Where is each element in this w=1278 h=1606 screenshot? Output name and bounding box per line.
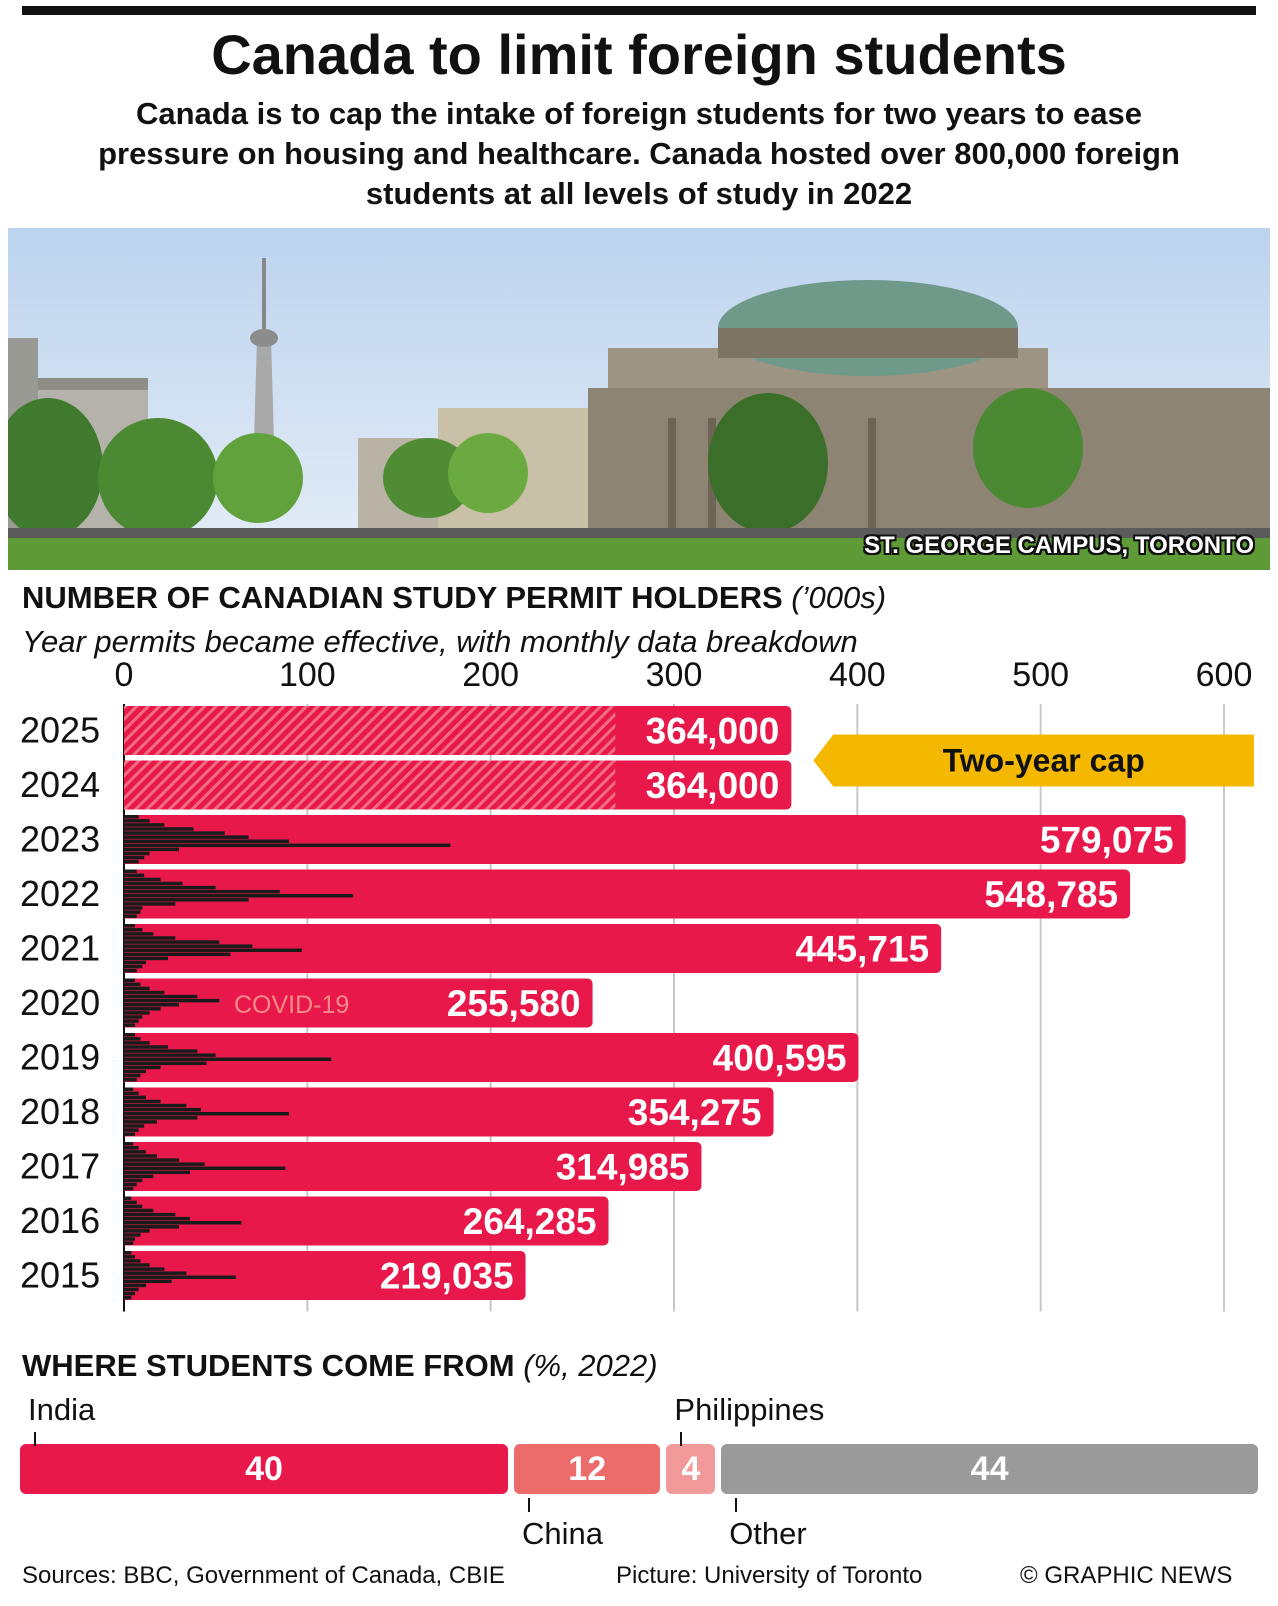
- monthly-segment: [124, 1201, 137, 1204]
- monthly-segment: [124, 878, 161, 881]
- monthly-segment: [124, 932, 153, 935]
- monthly-segment: [124, 944, 252, 947]
- monthly-segment: [124, 1284, 146, 1287]
- y-tick-label: 2019: [20, 1036, 101, 1078]
- monthly-segment: [124, 835, 249, 838]
- monthly-segment: [124, 1158, 179, 1161]
- monthly-segment: [124, 1058, 331, 1061]
- monthly-segment: [124, 848, 179, 851]
- monthly-segment: [124, 1112, 289, 1115]
- y-tick-label: 2021: [20, 927, 101, 969]
- bar-row-2023: [20, 815, 1186, 864]
- monthly-segment: [124, 1120, 157, 1123]
- x-tick-label: 600: [1195, 660, 1253, 694]
- bar-value-label: 219,035: [379, 1255, 514, 1297]
- monthly-segment: [124, 1015, 142, 1018]
- monthly-segment: [124, 1276, 236, 1279]
- origin-segment-india: 40: [20, 1444, 508, 1494]
- covid-annotation: COVID-19: [234, 991, 350, 1019]
- bar-value-label: 255,580: [446, 983, 581, 1024]
- origin-segment-other: 44: [721, 1444, 1258, 1494]
- monthly-segment: [124, 1217, 190, 1220]
- monthly-segment: [124, 1007, 161, 1010]
- two-year-cap-callout: [813, 735, 1254, 787]
- permits-heading-unit: (’000s): [791, 580, 887, 615]
- y-tick-label: 2025: [20, 709, 101, 751]
- chart-x-tick-labels: [115, 660, 1253, 694]
- monthly-segment: [124, 1162, 205, 1165]
- x-tick-label: 200: [462, 660, 520, 694]
- photo-caption: ST. GEORGE CAMPUS, TORONTO: [864, 532, 1254, 559]
- chart-bars: [20, 706, 1186, 1300]
- monthly-segment: [124, 1183, 137, 1186]
- monthly-segment: [124, 1213, 175, 1216]
- bar-capped-striped: [124, 706, 621, 755]
- monthly-segment: [124, 995, 197, 998]
- monthly-segment: [124, 844, 450, 847]
- monthly-segment: [124, 1237, 135, 1240]
- bar-row-2021: [20, 924, 941, 973]
- y-tick-label: 2016: [20, 1200, 101, 1241]
- monthly-segment: [124, 1003, 179, 1006]
- monthly-segment: [124, 1209, 153, 1212]
- monthly-segment: [124, 840, 289, 843]
- x-tick-label: 100: [278, 660, 336, 694]
- y-tick-label: 2017: [20, 1145, 101, 1187]
- monthly-segment: [124, 953, 230, 956]
- origin-heading-unit: (%, 2022): [523, 1348, 658, 1383]
- bar-value-label: 264,285: [462, 1201, 597, 1242]
- bar-value-label: 314,985: [555, 1146, 690, 1188]
- monthly-segment: [124, 940, 219, 943]
- monthly-segment: [124, 1263, 150, 1266]
- page-title: Canada to limit foreign students: [211, 23, 1067, 86]
- monthly-segment: [124, 894, 353, 897]
- x-tick-label: 300: [645, 660, 703, 694]
- bar-value-label: 445,715: [795, 928, 930, 970]
- bar-value-label: 354,275: [627, 1092, 762, 1133]
- monthly-segment: [124, 860, 139, 863]
- monthly-segment: [124, 1233, 141, 1236]
- monthly-segment: [124, 1259, 141, 1262]
- monthly-segment: [124, 1280, 172, 1283]
- monthly-segment: [124, 1096, 146, 1099]
- monthly-segment: [124, 1078, 137, 1081]
- monthly-segment: [124, 1092, 139, 1095]
- origin-leader-india: [34, 1432, 36, 1446]
- monthly-segment: [124, 1033, 135, 1036]
- origin-heading: [22, 1348, 658, 1384]
- monthly-segment: [124, 979, 135, 982]
- monthly-segment: [124, 928, 142, 931]
- monthly-segment: [124, 957, 168, 960]
- page-subtitle: Canada is to cap the intake of foreign students for two years to ease pressure on housing and healthcare. Canada hosted over 800,000 foreign students at all levels of study in 2022: [98, 96, 1180, 211]
- y-tick-label: 2015: [20, 1254, 101, 1296]
- monthly-segment: [124, 965, 142, 968]
- permits-subheading: Year permits became effective, with monthly data breakdown: [22, 624, 858, 659]
- bar-value-label: 364,000: [645, 710, 780, 752]
- origin-label-philippines: Philippines: [674, 1392, 825, 1427]
- footer-copyright: © GRAPHIC NEWS: [1020, 1562, 1233, 1589]
- bar-row-2025: [20, 706, 791, 755]
- monthly-segment: [124, 886, 216, 889]
- origin-heading-text: WHERE STUDENTS COME FROM: [22, 1348, 515, 1383]
- monthly-segment: [124, 999, 219, 1002]
- bar-row-2024: [20, 761, 791, 810]
- bar-row-2020: [20, 979, 593, 1028]
- monthly-segment: [124, 1225, 179, 1228]
- monthly-segment: [124, 1154, 157, 1157]
- monthly-segment: [124, 1229, 150, 1232]
- monthly-segment: [124, 1011, 150, 1014]
- monthly-segment: [124, 852, 150, 855]
- monthly-segment: [124, 1292, 135, 1295]
- monthly-segment: [124, 1255, 135, 1258]
- monthly-segment: [124, 1088, 133, 1091]
- bar-row-2019: [20, 1033, 858, 1082]
- monthly-segment: [124, 1296, 131, 1299]
- monthly-segment: [124, 906, 142, 909]
- footer-sources: Sources: BBC, Government of Canada, CBIE: [22, 1562, 505, 1589]
- monthly-segment: [124, 1019, 139, 1022]
- monthly-segment: [124, 949, 302, 952]
- monthly-segment: [124, 936, 175, 939]
- monthly-segment: [124, 1128, 139, 1131]
- monthly-segment: [124, 1150, 146, 1153]
- monthly-segment: [124, 827, 194, 830]
- bar-row-2016: [20, 1197, 609, 1246]
- monthly-segment: [124, 831, 225, 834]
- monthly-segment: [124, 991, 164, 994]
- origin-leader-philippines: [680, 1432, 682, 1446]
- monthly-segment: [124, 987, 150, 990]
- monthly-segment: [124, 924, 135, 927]
- monthly-segment: [124, 815, 139, 818]
- y-tick-label: 2020: [20, 982, 101, 1023]
- bar-value-label: 364,000: [645, 765, 780, 806]
- monthly-segment: [124, 819, 150, 822]
- bar-capped-striped: [124, 761, 621, 810]
- monthly-segment: [124, 1116, 197, 1119]
- origin-segment-philippines: 4: [666, 1444, 715, 1494]
- monthly-segment: [124, 1221, 241, 1224]
- monthly-segment: [124, 969, 137, 972]
- bar-row-2015: [20, 1251, 526, 1300]
- monthly-segment: [124, 1070, 146, 1073]
- y-tick-label: 2022: [20, 873, 101, 914]
- monthly-segment: [124, 914, 137, 917]
- monthly-segment: [124, 1241, 133, 1244]
- y-tick-label: 2023: [20, 818, 101, 860]
- monthly-segment: [124, 1288, 139, 1291]
- monthly-segment: [124, 1023, 135, 1026]
- bar-value-label: 579,075: [1039, 819, 1174, 861]
- monthly-segment: [124, 1100, 161, 1103]
- permits-bar-chart: [0, 660, 1278, 1335]
- monthly-segment: [124, 1037, 141, 1040]
- monthly-segment: [124, 902, 175, 905]
- monthly-segment: [124, 1271, 186, 1274]
- monthly-segment: [124, 1187, 133, 1190]
- monthly-segment: [124, 823, 164, 826]
- monthly-segment: [124, 882, 183, 885]
- origin-label-china: China: [522, 1516, 603, 1551]
- monthly-segment: [124, 1171, 190, 1174]
- footer-picture-credit: Picture: University of Toronto: [616, 1562, 923, 1589]
- monthly-segment: [124, 1049, 197, 1052]
- monthly-segment: [124, 1045, 168, 1048]
- top-rule: [22, 6, 1256, 15]
- monthly-segment: [124, 910, 141, 913]
- monthly-segment: [124, 1251, 131, 1254]
- monthly-segment: [124, 1179, 142, 1182]
- monthly-segment: [124, 1167, 285, 1170]
- monthly-segment: [124, 1074, 141, 1077]
- monthly-segment: [124, 983, 141, 986]
- monthly-segment: [124, 870, 137, 873]
- bar-row-2017: [20, 1142, 701, 1191]
- monthly-segment: [124, 1062, 207, 1065]
- monthly-segment: [124, 1142, 133, 1145]
- monthly-segment: [124, 898, 249, 901]
- bar-row-2022: [20, 870, 1130, 919]
- y-tick-label: 2024: [20, 764, 101, 805]
- y-tick-label: 2018: [20, 1091, 101, 1132]
- monthly-segment: [124, 1205, 142, 1208]
- origin-label-other: Other: [729, 1516, 807, 1551]
- monthly-segment: [124, 1108, 201, 1111]
- monthly-segment: [124, 1104, 186, 1107]
- monthly-segment: [124, 1175, 153, 1178]
- monthly-segment: [124, 1267, 164, 1270]
- monthly-segment: [124, 961, 146, 964]
- origin-label-india: India: [28, 1392, 96, 1427]
- cap-callout-label: Two-year cap: [942, 742, 1145, 779]
- monthly-segment: [124, 856, 144, 859]
- origin-leader-china: [528, 1498, 530, 1512]
- monthly-segment: [124, 1197, 131, 1200]
- monthly-segment: [124, 890, 280, 893]
- campus-photo: [8, 228, 1270, 570]
- monthly-segment: [124, 1041, 150, 1044]
- bar-row-2018: [20, 1088, 774, 1137]
- monthly-segment: [124, 1053, 216, 1056]
- monthly-segment: [124, 1124, 144, 1127]
- monthly-segment: [124, 1146, 139, 1149]
- permits-heading-text: NUMBER OF CANADIAN STUDY PERMIT HOLDERS: [22, 580, 783, 615]
- monthly-segment: [124, 1132, 135, 1135]
- x-tick-label: 400: [828, 660, 886, 694]
- bar-value-label: 400,595: [712, 1037, 847, 1079]
- campus-photo-illustration: [8, 228, 1270, 570]
- origin-segment-china: 12: [514, 1444, 660, 1494]
- monthly-segment: [124, 874, 144, 877]
- monthly-segment: [124, 1066, 161, 1069]
- x-tick-label: 500: [1012, 660, 1070, 694]
- origin-leader-other: [735, 1498, 737, 1512]
- bar-value-label: 548,785: [984, 874, 1119, 915]
- x-tick-label: 0: [114, 660, 134, 694]
- permits-heading: [22, 580, 886, 616]
